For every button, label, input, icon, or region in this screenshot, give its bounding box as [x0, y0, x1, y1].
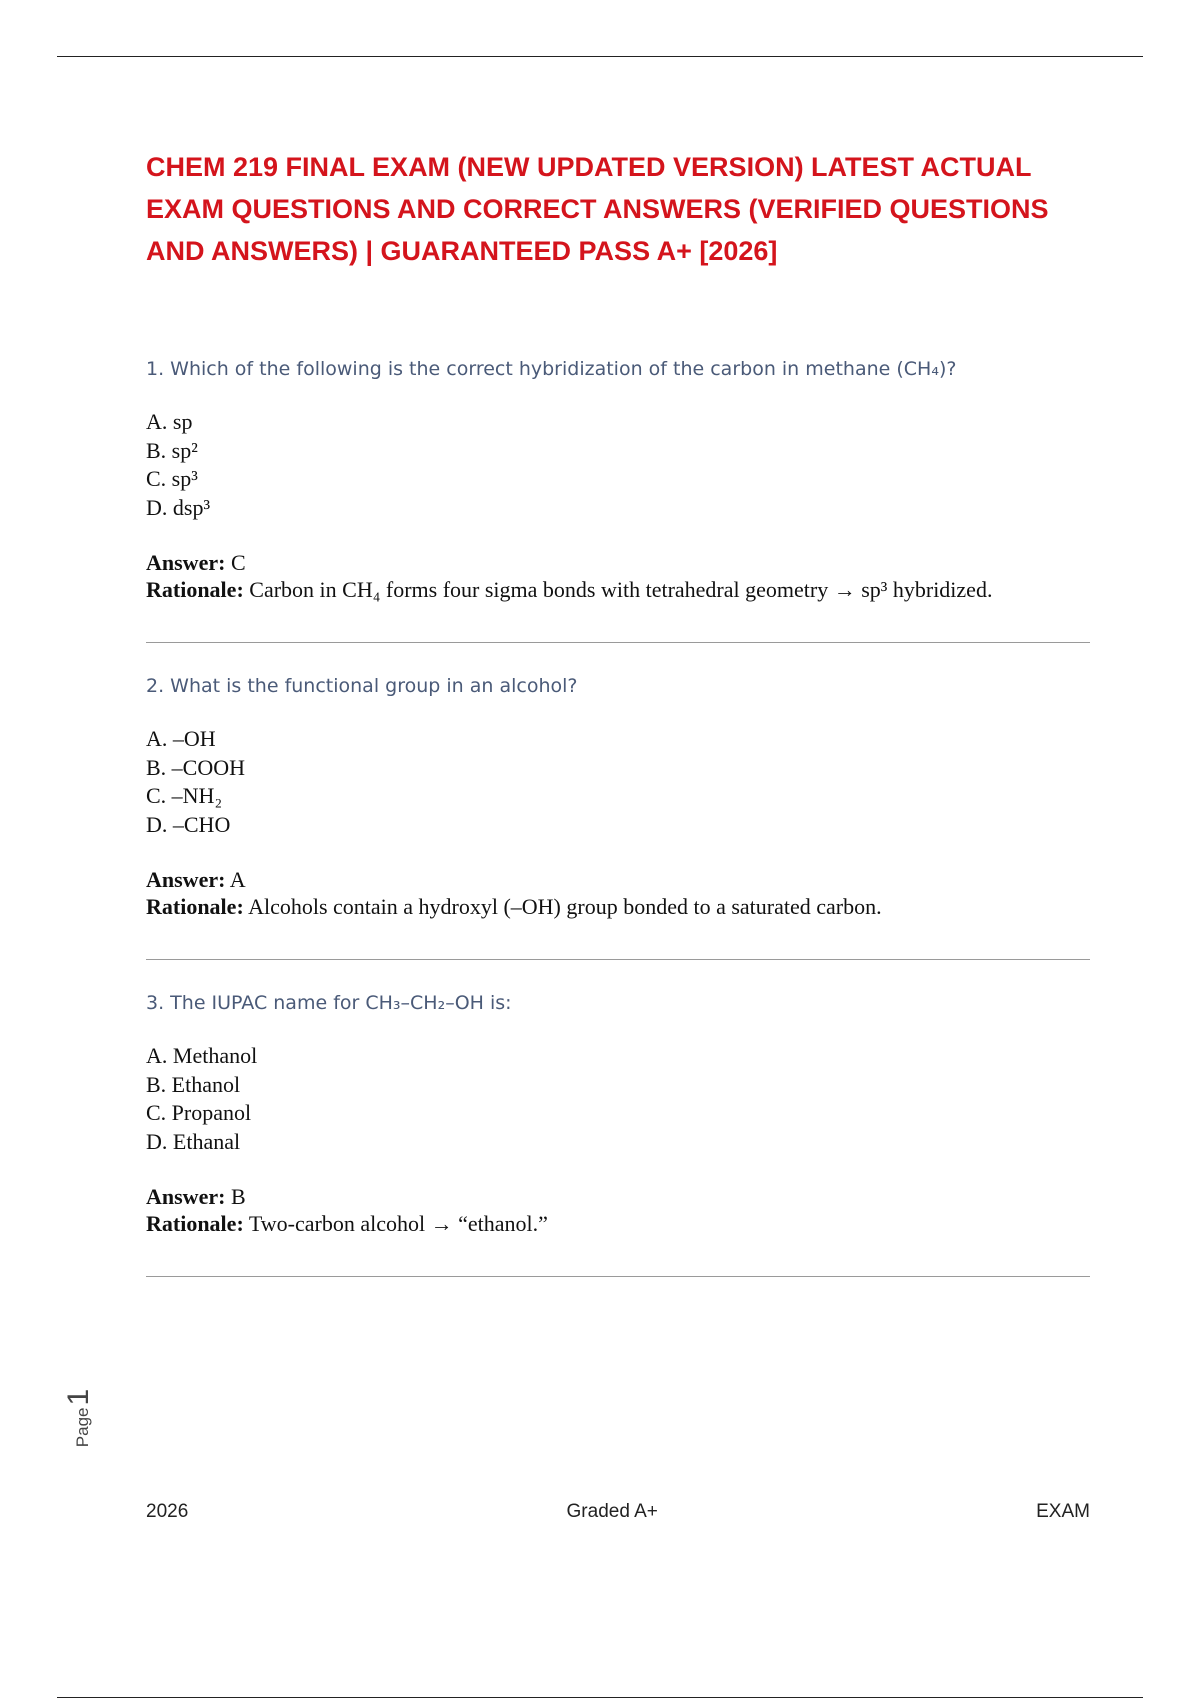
rationale-line [146, 893, 1090, 920]
answer-label: Answer: [146, 867, 226, 892]
page-footer [146, 1501, 1090, 1523]
option-list [146, 408, 1090, 522]
question-list [146, 356, 1090, 1277]
rationale-text: Alcohols contain a hydroxyl (–OH) group bonded to a saturated carbon. [248, 894, 882, 919]
answer-value: B [230, 1184, 246, 1209]
rationale-label: Rationale: [146, 577, 244, 602]
question-divider [146, 959, 1090, 960]
page-word: Page [73, 1407, 92, 1448]
option-b: B. –COOH [146, 754, 246, 780]
rationale-line [146, 1210, 1090, 1237]
option-d: D. –CHO [146, 811, 231, 837]
option-b: B. sp² [146, 437, 198, 463]
question-1 [146, 356, 1090, 603]
question-divider [146, 1276, 1090, 1277]
bottom-rule [57, 1697, 1143, 1698]
option-a: A. –OH [146, 726, 216, 751]
footer-grade: Graded A+ [566, 1501, 658, 1522]
question-divider [146, 642, 1090, 643]
rationale-text: Carbon in CH₄ forms four sigma bonds with tetrahedral geometry → sp³ hybridized. [249, 577, 993, 602]
answer-line [146, 1183, 1090, 1210]
page-number: 1 [62, 1388, 95, 1406]
page-number-label [62, 1388, 122, 1448]
option-c: C. –NH₂ [146, 783, 223, 808]
option-c: C. Propanol [146, 1100, 252, 1125]
document-title: CHEM 219 FINAL EXAM (NEW UPDATED VERSION) LATEST ACTUAL EXAM QUESTIONS AND CORRECT ANSWERS (VERIFIED QUESTIONS AND ANSWERS) | GUARANTEED PASS A+ [2026] [146, 152, 1049, 266]
answer-block [146, 866, 1090, 920]
option-a: A. Methanol [146, 1043, 258, 1068]
answer-line [146, 549, 1090, 576]
rationale-line [146, 576, 1090, 603]
document-body [146, 146, 1090, 1307]
answer-value: C [230, 550, 246, 575]
question-text: 1. Which of the following is the correct hybridization of the carbon in methane (CH₄)? [146, 358, 957, 380]
rationale-label: Rationale: [146, 1211, 244, 1236]
option-a: A. sp [146, 409, 193, 434]
answer-label: Answer: [146, 550, 226, 575]
rationale-label: Rationale: [146, 894, 244, 919]
option-d: D. dsp³ [146, 494, 211, 520]
answer-value: A [229, 867, 246, 892]
option-b: B. Ethanol [146, 1071, 241, 1097]
footer-year: 2026 [146, 1501, 189, 1522]
question-2 [146, 673, 1090, 920]
question-3 [146, 990, 1090, 1237]
option-list [146, 1042, 1090, 1156]
answer-block [146, 1183, 1090, 1237]
rationale-text: Two-carbon alcohol → “ethanol.” [248, 1211, 548, 1236]
question-text: 3. The IUPAC name for CH₃–CH₂–OH is: [146, 992, 512, 1014]
footer-doc-type: EXAM [1036, 1501, 1090, 1522]
question-text: 2. What is the functional group in an alcohol? [146, 675, 578, 697]
option-list [146, 725, 1090, 839]
top-rule [57, 56, 1143, 57]
answer-block [146, 549, 1090, 603]
answer-line [146, 866, 1090, 893]
answer-label: Answer: [146, 1184, 226, 1209]
option-d: D. Ethanal [146, 1128, 241, 1154]
option-c: C. sp³ [146, 466, 198, 491]
